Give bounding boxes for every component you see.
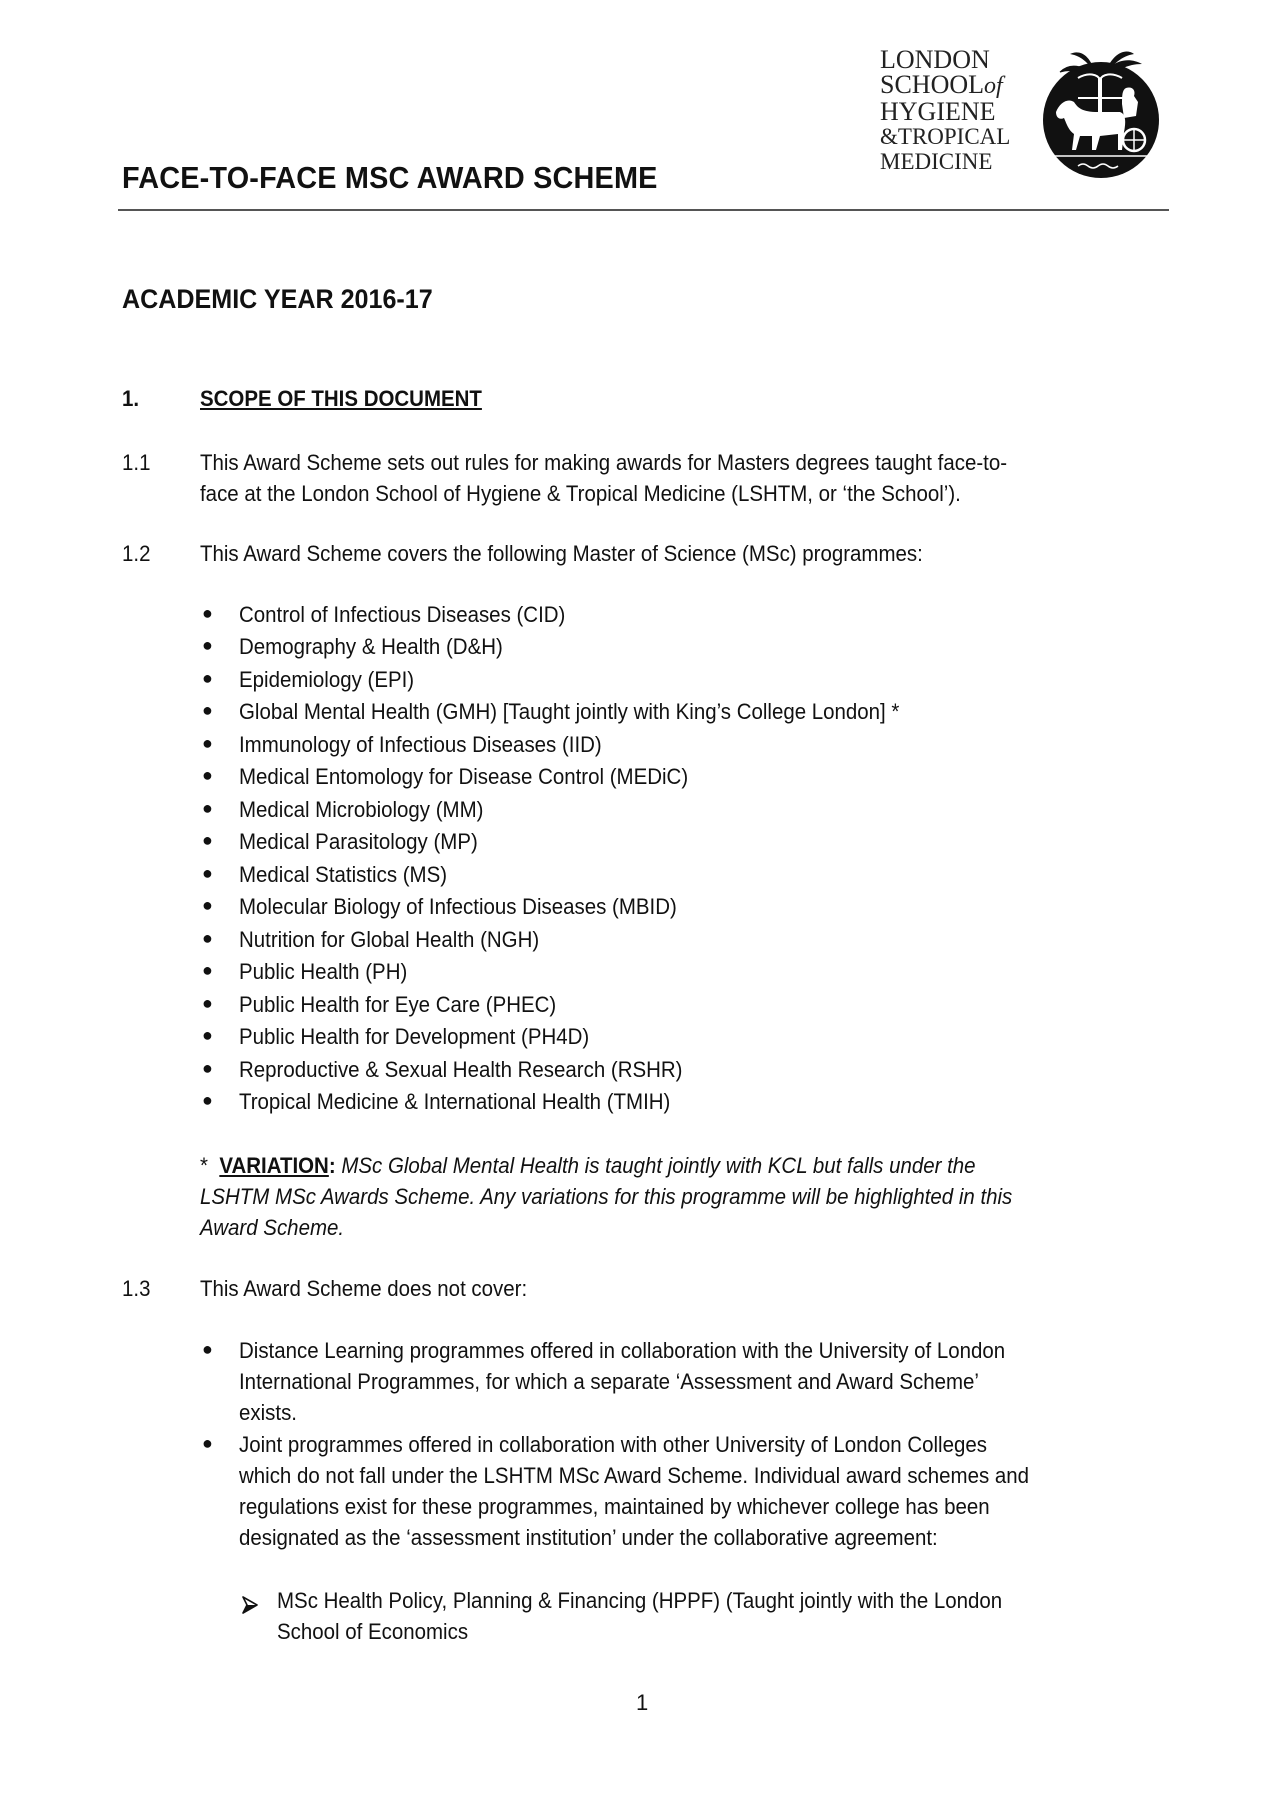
- list-item: Public Health (PH): [239, 959, 408, 984]
- bullet-icon: ●: [202, 830, 213, 850]
- exclusion-item-2-line3: regulations exist for these programmes, maintained by whichever college has been: [239, 1494, 990, 1519]
- chariot-seal-icon: [1038, 42, 1164, 182]
- bullet-icon: ●: [202, 1025, 213, 1045]
- list-item: Reproductive & Sexual Health Research (RSHR): [239, 1057, 683, 1082]
- sub-exclusion-line1: MSc Health Policy, Planning & Financing (HPPF) (Taught jointly with the London: [277, 1588, 1003, 1613]
- bullet-icon: ●: [202, 635, 213, 655]
- academic-year-heading: ACADEMIC YEAR 2016-17: [122, 284, 433, 314]
- list-item: Control of Infectious Diseases (CID): [239, 602, 566, 627]
- bullet-icon: ●: [202, 1433, 213, 1453]
- logo-line-medicine: MEDICINE: [880, 149, 993, 174]
- logo-line-london: LONDON: [880, 45, 990, 74]
- title-divider: [118, 209, 1169, 211]
- paragraph-number-1-2: 1.2: [122, 541, 151, 566]
- exclusion-item-1-line3: exists.: [239, 1400, 297, 1425]
- variation-label: VARIATION: [219, 1153, 329, 1178]
- bullet-icon: ●: [202, 863, 213, 883]
- bullet-icon: ●: [202, 928, 213, 948]
- exclusion-item-2-line2: which do not fall under the LSHTM MSc Award Scheme. Individual award schemes and: [239, 1463, 1030, 1488]
- paragraph-number-1-3: 1.3: [122, 1276, 151, 1301]
- list-item: Tropical Medicine & International Health (TMIH): [239, 1089, 671, 1114]
- exclusion-item-2-line1: Joint programmes offered in collaboration with other University of London Colleges: [239, 1432, 987, 1457]
- bullet-icon: ●: [202, 765, 213, 785]
- variation-note-line2: LSHTM MSc Awards Scheme. Any variations for this programme will be highlighted in this: [200, 1184, 1013, 1209]
- bullet-icon: ●: [202, 668, 213, 688]
- paragraph-1-1-line2: face at the London School of Hygiene & Tropical Medicine (LSHTM, or ‘the School’).: [200, 481, 961, 506]
- variation-note-line3: Award Scheme.: [200, 1215, 345, 1240]
- bullet-icon: ●: [202, 960, 213, 980]
- list-item: Public Health for Development (PH4D): [239, 1024, 590, 1049]
- page-number: 1: [636, 1690, 649, 1715]
- logo-line-school: SCHOOLof: [880, 70, 1003, 99]
- bullet-icon: ●: [202, 1090, 213, 1110]
- list-item: Molecular Biology of Infectious Diseases (MBID): [239, 894, 677, 919]
- exclusion-item-1-line1: Distance Learning programmes offered in collaboration with the University of London: [239, 1338, 1006, 1363]
- bullet-icon: ●: [202, 1339, 213, 1359]
- lshtm-logo-wordmark: [880, 47, 1030, 174]
- section-number: 1.: [122, 386, 140, 411]
- list-item: Nutrition for Global Health (NGH): [239, 927, 540, 952]
- document-title: FACE-TO-FACE MSC AWARD SCHEME: [122, 160, 658, 195]
- bullet-icon: ●: [202, 993, 213, 1013]
- exclusion-item-2-line4: designated as the ‘assessment institution’ under the collaborative agreement:: [239, 1525, 938, 1550]
- logo-line-hygiene: HYGIENE: [880, 97, 996, 126]
- bullet-icon: ●: [202, 733, 213, 753]
- list-item: Demography & Health (D&H): [239, 634, 503, 659]
- list-item: Public Health for Eye Care (PHEC): [239, 992, 557, 1017]
- list-item: Medical Microbiology (MM): [239, 797, 484, 822]
- list-item: Immunology of Infectious Diseases (IID): [239, 732, 602, 757]
- list-item: Medical Statistics (MS): [239, 862, 448, 887]
- list-item: Medical Entomology for Disease Control (MEDiC): [239, 764, 689, 789]
- variation-note-line1: * VARIATION: MSc Global Mental Health is taught jointly with KCL but falls under the: [200, 1153, 976, 1178]
- list-item: Global Mental Health (GMH) [Taught jointly with King’s College London] *: [239, 699, 900, 724]
- paragraph-1-2-text: This Award Scheme covers the following Master of Science (MSc) programmes:: [200, 541, 923, 566]
- logo-line-tropical: &TROPICAL: [880, 124, 1011, 149]
- paragraph-1-3-text: This Award Scheme does not cover:: [200, 1276, 528, 1301]
- list-item: Medical Parasitology (MP): [239, 829, 478, 854]
- bullet-icon: ●: [202, 603, 213, 623]
- section-heading: SCOPE OF THIS DOCUMENT: [200, 386, 482, 411]
- paragraph-1-1-line1: This Award Scheme sets out rules for making awards for Masters degrees taught face-to-: [200, 450, 1008, 475]
- exclusion-item-1-line2: International Programmes, for which a separate ‘Assessment and Award Scheme’: [239, 1369, 979, 1394]
- bullet-icon: ●: [202, 895, 213, 915]
- bullet-icon: ●: [202, 798, 213, 818]
- arrow-bullet-icon: [242, 1596, 258, 1614]
- sub-exclusion-line2: School of Economics: [277, 1619, 469, 1644]
- list-item: Epidemiology (EPI): [239, 667, 415, 692]
- paragraph-number-1-1: 1.1: [122, 450, 151, 475]
- bullet-icon: ●: [202, 700, 213, 720]
- bullet-icon: ●: [202, 1058, 213, 1078]
